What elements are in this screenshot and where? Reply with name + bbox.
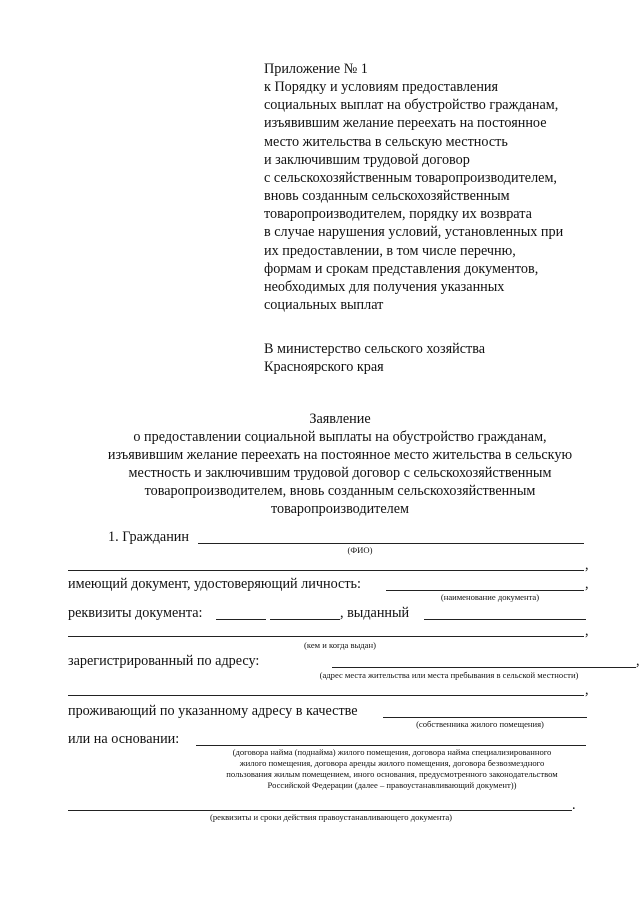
appendix-line: с сельскохозяйственным товаропроизводителем, — [264, 169, 557, 186]
appendix-line: место жительства в сельскую местность — [264, 133, 508, 150]
recipient-line: В министерство сельского хозяйства — [264, 341, 486, 357]
comma: , — [585, 576, 589, 592]
appendix-line: их предоставлении, в том числе перечню, — [264, 242, 516, 259]
id-document-field[interactable] — [386, 590, 584, 591]
comma: , — [636, 653, 640, 669]
appendix-line: социальных выплат — [264, 297, 384, 314]
recipient-block — [264, 340, 485, 376]
registered-address-continued-field[interactable] — [68, 695, 584, 696]
citizen-name-field[interactable] — [198, 543, 584, 544]
appendix-line: к Порядку и условиям предоставления — [264, 79, 499, 96]
period: . — [572, 797, 576, 813]
title-line: о предоставлении социальной выплаты на обустройство гражданам, — [133, 429, 547, 445]
living-hint: (собственника жилого помещения) — [416, 719, 544, 729]
living-label: проживающий по указанному адресу в качестве — [68, 703, 358, 719]
appendix-line: товаропроизводителем, порядку их возврата — [264, 206, 532, 223]
issued-hint: (кем и когда выдан) — [304, 640, 376, 650]
appendix-line: изъявившим желание переехать на постоянное — [264, 115, 547, 132]
appendix-line: необходимых для получения указанных — [264, 278, 505, 295]
basis-hint-line: жилого помещения, договора аренды жилого помещения, договора безвозмездного — [239, 758, 545, 768]
appendix-line: Приложение № 1 — [264, 61, 368, 77]
basis-hint-line: пользования жилым помещением, иного основания, предусмотренного законодательством — [226, 769, 558, 779]
title-line: товаропроизводителем — [270, 501, 410, 517]
id-document-label: имеющий документ, удостоверяющий личность: — [68, 576, 361, 592]
citizen-name-continued-field[interactable] — [68, 570, 584, 571]
basis-hint-line: (договора найма (поднайма) жилого помещения, договора найма специализированного — [232, 747, 552, 757]
appendix-line: и заключившим трудовой договор — [264, 151, 470, 168]
appendix-header — [264, 60, 604, 314]
basis-hint-line: Российской Федерации (далее – правоустанавливающий документ)) — [267, 780, 517, 790]
citizen-hint: (ФИО) — [347, 545, 373, 555]
comma: , — [585, 557, 589, 573]
citizen-label: 1. Гражданин — [108, 529, 189, 545]
comma: , — [585, 623, 589, 639]
title-line: местность и заключившим трудовой договор с сельскохозяйственным — [128, 465, 552, 481]
appendix-line: вновь созданным сельскохозяйственным — [264, 188, 510, 205]
title-line: изъявившим желание переехать на постоянное место жительства в сельскую — [107, 447, 573, 463]
id-document-hint: (наименование документа) — [440, 592, 540, 602]
title-line: товаропроизводителем, вновь созданным сельскохозяйственным — [144, 483, 536, 499]
requisites-label: реквизиты документа: — [68, 605, 203, 621]
final-hint: (реквизиты и сроки действия правоустанавливающего документа) — [209, 812, 453, 822]
title-heading: Заявление — [309, 411, 371, 427]
basis-requisites-field[interactable] — [68, 810, 572, 811]
issued-by-continued-field[interactable] — [68, 636, 584, 637]
basis-label: или на основании: — [68, 731, 180, 747]
issued-by-field[interactable] — [424, 619, 586, 620]
requisites-series-field[interactable] — [216, 619, 266, 620]
comma: , — [585, 682, 589, 698]
issued-label: , выданный — [340, 605, 410, 621]
recipient-line: Красноярского края — [264, 359, 384, 375]
registered-address-field[interactable] — [332, 667, 636, 668]
appendix-line: социальных выплат на обустройство гражданам, — [264, 97, 559, 114]
application-title — [40, 410, 640, 518]
registered-label: зарегистрированный по адресу: — [68, 653, 260, 669]
requisites-number-field[interactable] — [270, 619, 340, 620]
appendix-line: формам и срокам представления документов, — [264, 260, 539, 277]
appendix-line: в случае нарушения условий, установленных при — [264, 224, 564, 241]
living-status-field[interactable] — [383, 717, 587, 718]
basis-field[interactable] — [196, 745, 586, 746]
registered-hint: (адрес места жительства или места пребывания в сельской местности) — [319, 670, 579, 680]
basis-hint — [192, 747, 592, 791]
